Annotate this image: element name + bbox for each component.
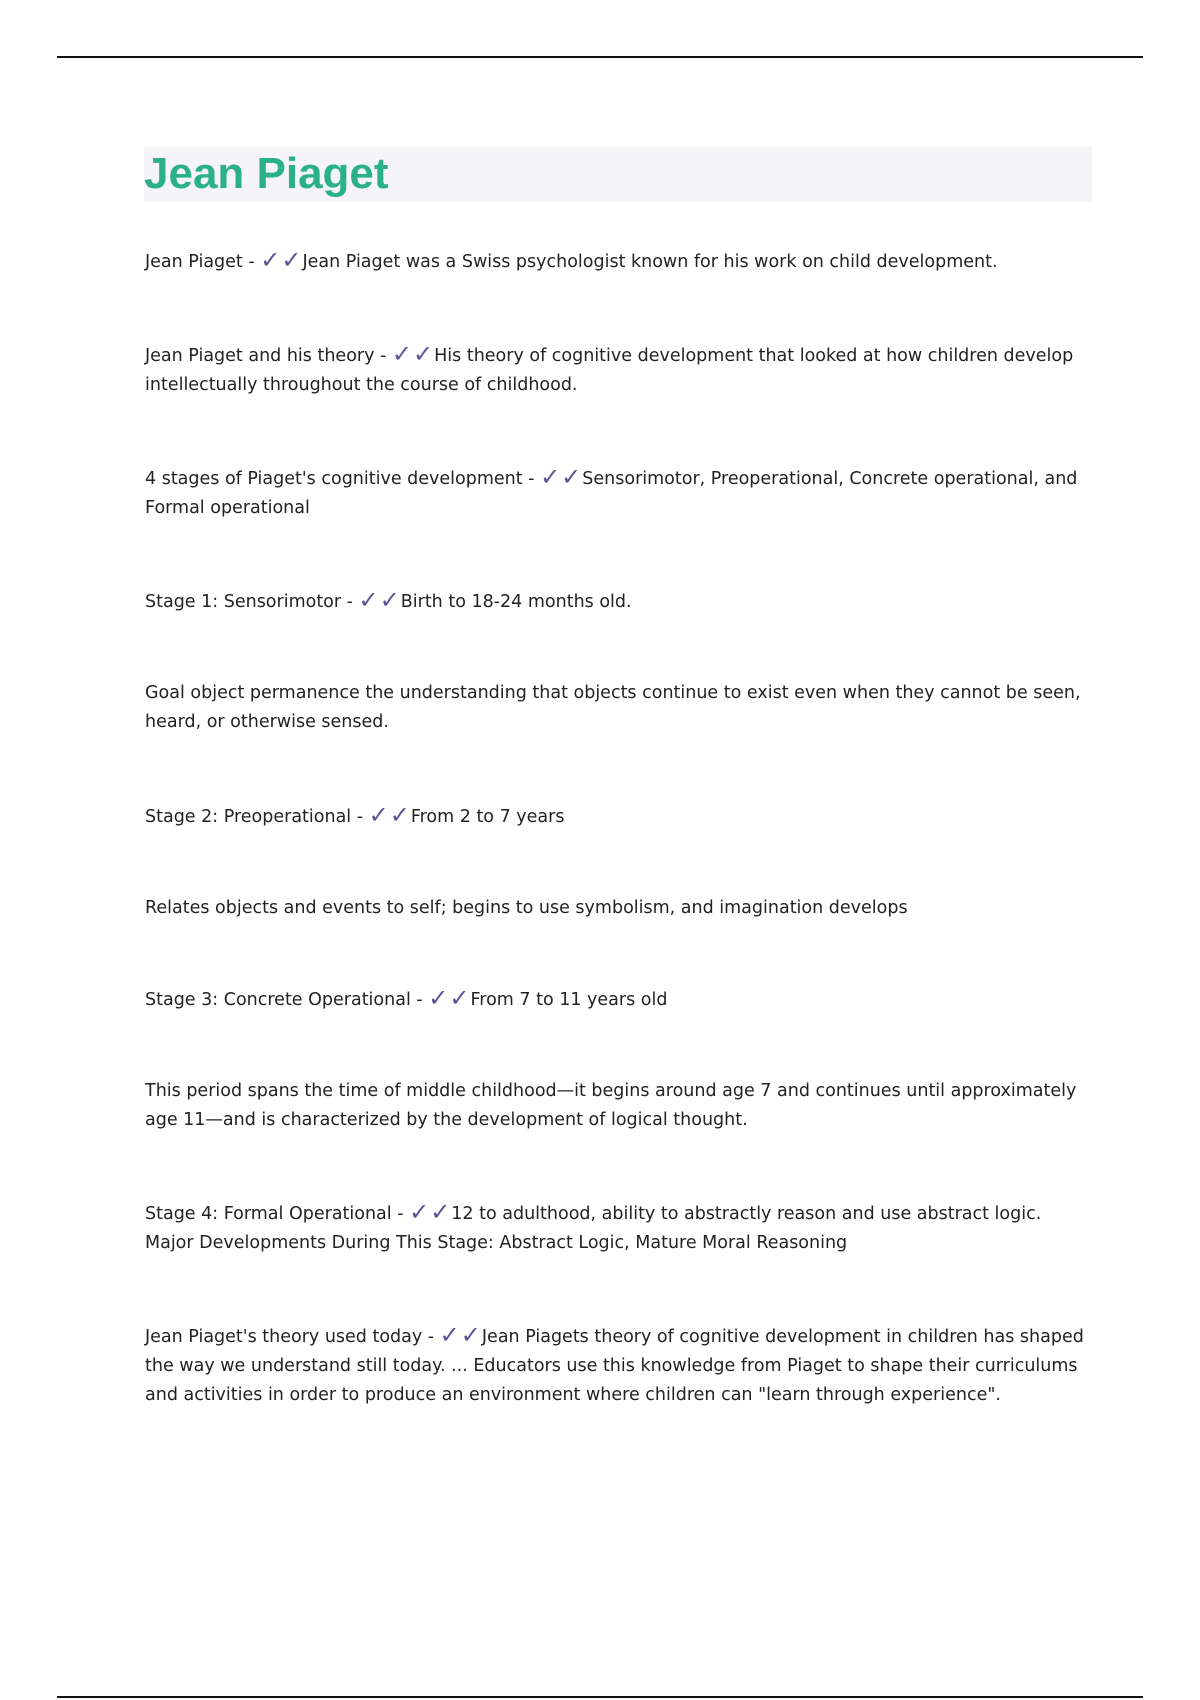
check-icon: ✓: [281, 246, 302, 274]
check-icon: ✓: [379, 586, 400, 614]
entry-term: Stage 4: Formal Operational -: [145, 1204, 410, 1224]
entry-stage-2: [145, 803, 1085, 832]
check-icon: ✓: [358, 586, 379, 614]
entry-object-permanence: Goal object permanence the understanding that objects continue to exist even when they cannot be seen, heard, or otherwise sensed.: [145, 683, 1081, 732]
entry-definition: Jean Piagets theory of cognitive development in children has shaped the way we understand still today. ... Educators use this knowledge from Piaget to shape their curriculums and activities in order to produce an environment where children can "learn through experience".: [145, 1327, 1084, 1405]
entry-preoperational-detail: Relates objects and events to self; begins to use symbolism, and imagination develops: [145, 898, 908, 918]
entry-stage-3: [145, 986, 1085, 1015]
entry-term: Stage 3: Concrete Operational -: [145, 990, 429, 1010]
entry-stage-1: [145, 588, 1085, 617]
entry-stage-4: [145, 1200, 1085, 1258]
check-icon: ✓: [561, 463, 582, 491]
check-icon: ✓: [389, 801, 410, 829]
entry-term: Jean Piaget -: [145, 252, 261, 272]
entry-theory: [145, 342, 1085, 400]
entry-definition: His theory of cognitive development that looked at how children develop intellectually throughout the course of childhood.: [145, 346, 1074, 395]
bottom-rule: [57, 1696, 1143, 1698]
title-bar: [144, 146, 1092, 202]
entry-jean-piaget: [145, 248, 1085, 277]
entry-definition: From 7 to 11 years old: [470, 990, 668, 1010]
entry-definition: Sensorimotor, Preoperational, Concrete operational, and Formal operational: [145, 469, 1078, 518]
check-icon: ✓: [409, 1198, 430, 1226]
page-title: Jean Piaget: [144, 149, 389, 198]
entry-four-stages: [145, 465, 1085, 523]
check-icon: ✓: [449, 984, 470, 1012]
entry-theory-today: [145, 1323, 1085, 1410]
entry-term: Stage 2: Preoperational -: [145, 807, 369, 827]
entry-definition: 12 to adulthood, ability to abstractly reason and use abstract logic. Major Developments During This Stage: Abstract Logic, Mature Moral Reasoning: [145, 1204, 1042, 1253]
check-icon: ✓: [439, 1321, 460, 1349]
entry-concrete-detail: This period spans the time of middle childhood—it begins around age 7 and continues until approximately age 11—and is characterized by the development of logical thought.: [145, 1081, 1077, 1130]
entry-definition: Birth to 18-24 months old.: [400, 592, 632, 612]
top-rule: [57, 56, 1143, 58]
check-icon: ✓: [430, 1198, 451, 1226]
entry-term: Jean Piaget's theory used today -: [145, 1327, 440, 1347]
entry-definition: From 2 to 7 years: [410, 807, 565, 827]
check-icon: ✓: [540, 463, 561, 491]
check-icon: ✓: [460, 1321, 481, 1349]
check-icon: ✓: [428, 984, 449, 1012]
entry-term: 4 stages of Piaget's cognitive development -: [145, 469, 541, 489]
check-icon: ✓: [368, 801, 389, 829]
check-icon: ✓: [260, 246, 281, 274]
check-icon: ✓: [391, 340, 413, 368]
entry-term: Stage 1: Sensorimotor -: [145, 592, 359, 612]
check-icon: ✓: [413, 340, 434, 368]
entry-term: Jean Piaget and his theory -: [145, 346, 392, 366]
entry-definition: Jean Piaget was a Swiss psychologist known for his work on child development.: [302, 252, 998, 272]
